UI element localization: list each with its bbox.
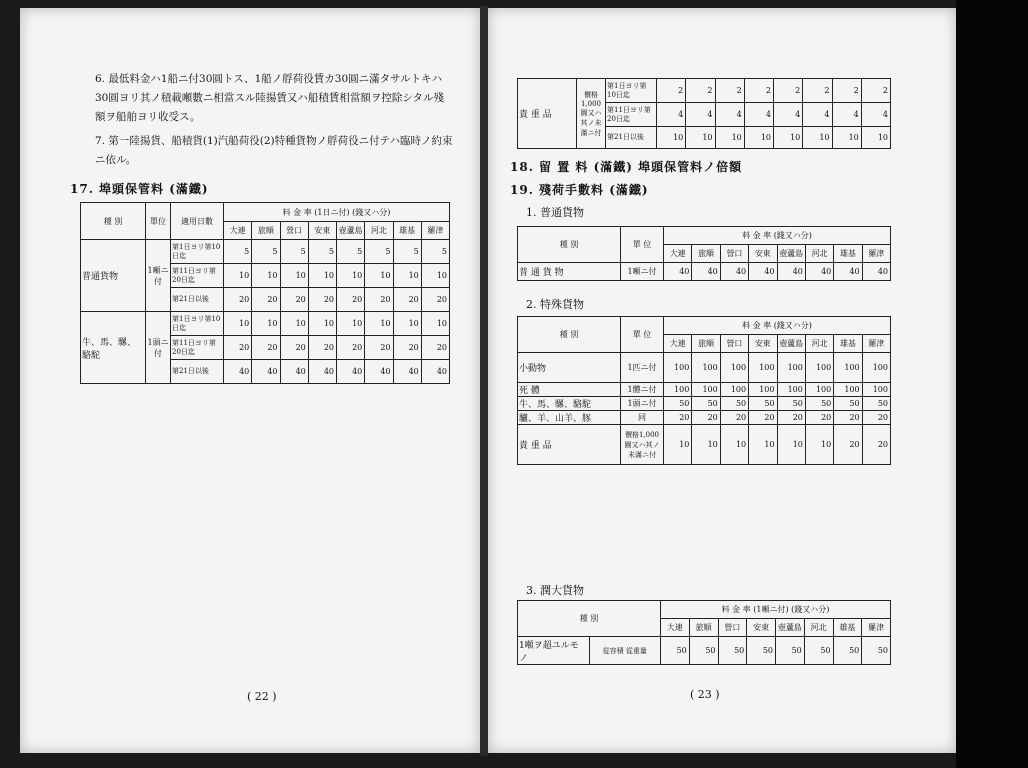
port-header: 壺蘆島 bbox=[337, 222, 365, 240]
rate-cell: 10 bbox=[777, 425, 805, 465]
rate-cell: 100 bbox=[692, 383, 720, 397]
rate-cell: 100 bbox=[692, 353, 720, 383]
port-header: 羅津 bbox=[862, 335, 890, 353]
rate-cell: 5 bbox=[308, 240, 336, 264]
rate-cell: 50 bbox=[776, 637, 805, 665]
note-line: 額ヲ船舶ヨリ收受ス。 bbox=[95, 111, 201, 123]
rate-cell: 20 bbox=[805, 411, 833, 425]
rate-cell: 40 bbox=[749, 263, 777, 281]
period-label: 第21日以後 bbox=[171, 288, 224, 312]
rate-cell: 10 bbox=[421, 312, 449, 336]
category-label: 貴 重 品 bbox=[518, 425, 621, 465]
rate-cell: 100 bbox=[834, 383, 862, 397]
header-rate: 料 金 率 (1噸ニ付) (錢又ハ分) bbox=[661, 601, 891, 619]
rate-cell: 50 bbox=[749, 397, 777, 411]
rate-cell: 50 bbox=[862, 397, 890, 411]
rate-cell: 50 bbox=[664, 397, 692, 411]
rate-cell: 10 bbox=[832, 127, 861, 149]
rate-cell: 100 bbox=[720, 383, 748, 397]
rate-cell: 10 bbox=[664, 425, 692, 465]
port-header: 壺蘆島 bbox=[777, 335, 805, 353]
header-kind: 種 別 bbox=[518, 601, 661, 637]
header-unit: 單位 bbox=[146, 203, 171, 240]
left-storage-fee-table bbox=[80, 202, 450, 384]
header-kind: 種 別 bbox=[518, 227, 621, 263]
port-header: 河北 bbox=[365, 222, 393, 240]
rate-cell: 20 bbox=[308, 288, 336, 312]
note-line: ニ依ル。 bbox=[95, 154, 137, 166]
category-label: 小動物 bbox=[518, 353, 621, 383]
unit-label: 1噸ニ付 bbox=[621, 263, 664, 281]
port-header: 大連 bbox=[664, 245, 692, 263]
rate-cell: 10 bbox=[749, 425, 777, 465]
ordinary-goods-fee-table bbox=[517, 226, 891, 281]
rate-cell: 20 bbox=[777, 411, 805, 425]
period-label: 第21日以後 bbox=[606, 127, 657, 149]
rate-cell: 50 bbox=[689, 637, 718, 665]
header-period: 適用日數 bbox=[171, 203, 224, 240]
rate-cell: 20 bbox=[252, 336, 280, 360]
rate-cell: 5 bbox=[337, 240, 365, 264]
basis-label: 從容積 從重量 bbox=[589, 637, 661, 665]
rate-cell: 20 bbox=[365, 336, 393, 360]
rate-cell: 2 bbox=[803, 79, 832, 103]
rate-cell: 4 bbox=[832, 103, 861, 127]
header-rate: 料 金 率 (錢又ハ分) bbox=[664, 317, 891, 335]
rate-cell: 20 bbox=[224, 336, 252, 360]
port-header: 羅津 bbox=[862, 245, 890, 263]
header-unit: 單 位 bbox=[621, 317, 664, 353]
rate-cell: 50 bbox=[804, 637, 833, 665]
rate-cell: 40 bbox=[834, 263, 862, 281]
rate-cell: 40 bbox=[280, 360, 308, 384]
rate-cell: 2 bbox=[832, 79, 861, 103]
port-header: 營口 bbox=[718, 619, 747, 637]
port-header: 旅順 bbox=[252, 222, 280, 240]
rate-cell: 20 bbox=[421, 288, 449, 312]
rate-cell: 40 bbox=[421, 360, 449, 384]
rate-cell: 10 bbox=[308, 312, 336, 336]
port-header: 旅順 bbox=[689, 619, 718, 637]
rate-cell: 40 bbox=[365, 360, 393, 384]
subsection-title: 1. 普通貨物 bbox=[526, 206, 584, 219]
period-label: 第11日ヨリ第20日迄 bbox=[171, 264, 224, 288]
period-label: 第21日以後 bbox=[171, 360, 224, 384]
section-title: 17. 埠頭保管料 (滿鐵) bbox=[70, 182, 209, 196]
port-header: 壺蘆島 bbox=[776, 619, 805, 637]
rate-cell: 10 bbox=[337, 264, 365, 288]
period-label: 第1日ヨリ第10日迄 bbox=[606, 79, 657, 103]
rate-cell: 50 bbox=[777, 397, 805, 411]
rate-cell: 40 bbox=[720, 263, 748, 281]
category-label: 貴 重 品 bbox=[518, 79, 577, 149]
rate-cell: 20 bbox=[749, 411, 777, 425]
special-goods-fee-table bbox=[517, 316, 891, 465]
port-header: 安東 bbox=[749, 335, 777, 353]
header-unit: 單 位 bbox=[621, 227, 664, 263]
section-title: 18. 留 置 料 (滿鐵) 埠頭保管料ノ倍額 bbox=[510, 160, 743, 174]
rate-cell: 2 bbox=[744, 79, 773, 103]
rate-cell: 20 bbox=[337, 288, 365, 312]
unit-label: 1噸ニ付 bbox=[146, 240, 171, 312]
port-header: 安東 bbox=[747, 619, 776, 637]
rate-cell: 10 bbox=[337, 312, 365, 336]
category-label: 死 體 bbox=[518, 383, 621, 397]
rate-cell: 40 bbox=[252, 360, 280, 384]
note-line: 30圓ヨリ其ノ積載噸數ニ相當スル陸揚賃又ハ船積賃相當額ヲ控除シタル殘 bbox=[95, 92, 444, 104]
rate-cell: 2 bbox=[686, 79, 715, 103]
rate-cell: 10 bbox=[365, 264, 393, 288]
rate-cell: 50 bbox=[720, 397, 748, 411]
rate-cell: 20 bbox=[862, 411, 890, 425]
period-label: 第1日ヨリ第10日迄 bbox=[171, 312, 224, 336]
category-label: 1噸ヲ超ユルモノ bbox=[518, 637, 590, 665]
rate-cell: 20 bbox=[834, 425, 862, 465]
rate-cell: 50 bbox=[862, 637, 891, 665]
rate-cell: 100 bbox=[777, 353, 805, 383]
rate-cell: 50 bbox=[834, 397, 862, 411]
rate-cell: 100 bbox=[805, 353, 833, 383]
rate-cell: 2 bbox=[774, 79, 803, 103]
rate-cell: 2 bbox=[657, 79, 686, 103]
rate-cell: 40 bbox=[777, 263, 805, 281]
rate-cell: 40 bbox=[393, 360, 421, 384]
rate-cell: 10 bbox=[393, 264, 421, 288]
bulky-goods-fee-table bbox=[517, 600, 891, 665]
rate-cell: 40 bbox=[862, 263, 890, 281]
category-label: 牛、馬、騾、駱駝 bbox=[81, 312, 146, 384]
category-label: 普通貨物 bbox=[81, 240, 146, 312]
port-header: 大連 bbox=[661, 619, 690, 637]
rate-cell: 40 bbox=[337, 360, 365, 384]
rate-cell: 10 bbox=[692, 425, 720, 465]
rate-cell: 20 bbox=[308, 336, 336, 360]
rate-cell: 5 bbox=[393, 240, 421, 264]
note-line: 7. 第一陸揚貨、船積貨(1)汽船荷役(2)特種貨物ノ艀荷役ニ付テハ臨時ノ約束 bbox=[95, 135, 453, 147]
rate-cell: 10 bbox=[774, 127, 803, 149]
period-label: 第1日ヨリ第10日迄 bbox=[171, 240, 224, 264]
rate-cell: 20 bbox=[834, 411, 862, 425]
port-header: 河北 bbox=[805, 245, 833, 263]
rate-cell: 5 bbox=[252, 240, 280, 264]
rate-cell: 10 bbox=[252, 312, 280, 336]
header-rate: 料 金 率 (錢又ハ分) bbox=[664, 227, 891, 245]
subsection-title: 3. 潤大貨物 bbox=[526, 584, 584, 597]
rate-cell: 4 bbox=[715, 103, 744, 127]
rate-cell: 10 bbox=[744, 127, 773, 149]
rate-cell: 40 bbox=[692, 263, 720, 281]
category-label: 普 通 貨 物 bbox=[518, 263, 621, 281]
rate-cell: 10 bbox=[657, 127, 686, 149]
rate-cell: 10 bbox=[308, 264, 336, 288]
category-label: 驢、羊、山羊、豚 bbox=[518, 411, 621, 425]
port-header: 旅順 bbox=[692, 245, 720, 263]
rate-cell: 100 bbox=[664, 353, 692, 383]
page-number: ( 23 ) bbox=[690, 688, 720, 701]
rate-cell: 20 bbox=[393, 336, 421, 360]
period-label: 第11日ヨリ第20日迄 bbox=[606, 103, 657, 127]
port-header: 營口 bbox=[720, 335, 748, 353]
rate-cell: 20 bbox=[393, 288, 421, 312]
port-header: 雄基 bbox=[393, 222, 421, 240]
rate-cell: 100 bbox=[749, 383, 777, 397]
rate-cell: 5 bbox=[365, 240, 393, 264]
unit-label: 價格1,000圓又ハ其ノ未滿ニ付 bbox=[621, 425, 664, 465]
dark-scan-edge bbox=[956, 0, 1028, 768]
unit-label: 1頭ニ付 bbox=[621, 397, 664, 411]
rate-cell: 20 bbox=[280, 288, 308, 312]
port-header: 雄基 bbox=[834, 245, 862, 263]
unit-label: 1頭ニ付 bbox=[146, 312, 171, 384]
rate-cell: 10 bbox=[715, 127, 744, 149]
port-header: 羅津 bbox=[862, 619, 891, 637]
unit-label: 價格1,000圓又ハ其ノ未滿ニ付 bbox=[577, 79, 606, 149]
port-header: 大連 bbox=[664, 335, 692, 353]
port-header: 雄基 bbox=[834, 335, 862, 353]
rate-cell: 20 bbox=[365, 288, 393, 312]
rate-cell: 4 bbox=[686, 103, 715, 127]
port-header: 河北 bbox=[805, 335, 833, 353]
rate-cell: 5 bbox=[421, 240, 449, 264]
rate-cell: 4 bbox=[774, 103, 803, 127]
rate-cell: 4 bbox=[861, 103, 890, 127]
book-gutter bbox=[480, 6, 488, 756]
rate-cell: 2 bbox=[861, 79, 890, 103]
note-line: 6. 最低料金ハ1船ニ付30圓トス、1船ノ艀荷役賃カ30圓ニ滿タサルトキハ bbox=[95, 73, 443, 85]
port-header: 大連 bbox=[224, 222, 252, 240]
rate-cell: 10 bbox=[280, 312, 308, 336]
rate-cell: 100 bbox=[777, 383, 805, 397]
rate-cell: 10 bbox=[805, 425, 833, 465]
rate-cell: 100 bbox=[862, 383, 890, 397]
port-header: 安東 bbox=[308, 222, 336, 240]
rate-cell: 10 bbox=[252, 264, 280, 288]
port-header: 羅津 bbox=[421, 222, 449, 240]
port-header: 營口 bbox=[280, 222, 308, 240]
unit-label: 1匹ニ付 bbox=[621, 353, 664, 383]
category-label: 牛、馬、騾、駱駝 bbox=[518, 397, 621, 411]
rate-cell: 40 bbox=[805, 263, 833, 281]
rate-cell: 10 bbox=[421, 264, 449, 288]
rate-cell: 10 bbox=[720, 425, 748, 465]
port-header: 河北 bbox=[804, 619, 833, 637]
rate-cell: 20 bbox=[664, 411, 692, 425]
rate-cell: 20 bbox=[337, 336, 365, 360]
rate-cell: 2 bbox=[715, 79, 744, 103]
unit-label: 1體ニ付 bbox=[621, 383, 664, 397]
rate-cell: 50 bbox=[833, 637, 862, 665]
rate-cell: 4 bbox=[657, 103, 686, 127]
rate-cell: 20 bbox=[280, 336, 308, 360]
port-header: 旅順 bbox=[692, 335, 720, 353]
rate-cell: 5 bbox=[280, 240, 308, 264]
rate-cell: 50 bbox=[661, 637, 690, 665]
rate-cell: 50 bbox=[692, 397, 720, 411]
rate-cell: 10 bbox=[224, 264, 252, 288]
rate-cell: 50 bbox=[747, 637, 776, 665]
rate-cell: 50 bbox=[805, 397, 833, 411]
page-number: ( 22 ) bbox=[247, 690, 277, 703]
header-kind: 種 別 bbox=[518, 317, 621, 353]
rate-cell: 50 bbox=[718, 637, 747, 665]
header-rate: 料 金 率 (1日ニ付) (錢又ハ分) bbox=[224, 203, 450, 222]
rate-cell: 40 bbox=[224, 360, 252, 384]
rate-cell: 40 bbox=[664, 263, 692, 281]
rate-cell: 10 bbox=[224, 312, 252, 336]
rate-cell: 4 bbox=[744, 103, 773, 127]
rate-cell: 100 bbox=[664, 383, 692, 397]
section-title: 19. 殘荷手數料 (滿鐵) bbox=[510, 183, 649, 197]
rate-cell: 10 bbox=[365, 312, 393, 336]
rate-cell: 5 bbox=[224, 240, 252, 264]
rate-cell: 20 bbox=[692, 411, 720, 425]
rate-cell: 10 bbox=[861, 127, 890, 149]
rate-cell: 100 bbox=[862, 353, 890, 383]
rate-cell: 20 bbox=[252, 288, 280, 312]
subsection-title: 2. 特殊貨物 bbox=[526, 298, 584, 311]
rate-cell: 20 bbox=[720, 411, 748, 425]
rate-cell: 10 bbox=[280, 264, 308, 288]
rate-cell: 100 bbox=[834, 353, 862, 383]
port-header: 營口 bbox=[720, 245, 748, 263]
rate-cell: 10 bbox=[686, 127, 715, 149]
rate-cell: 40 bbox=[308, 360, 336, 384]
rate-cell: 100 bbox=[805, 383, 833, 397]
rate-cell: 100 bbox=[720, 353, 748, 383]
rate-cell: 10 bbox=[803, 127, 832, 149]
rate-cell: 20 bbox=[224, 288, 252, 312]
period-label: 第11日ヨリ第20日迄 bbox=[171, 336, 224, 360]
port-header: 壺蘆島 bbox=[777, 245, 805, 263]
rate-cell: 4 bbox=[803, 103, 832, 127]
rate-cell: 20 bbox=[421, 336, 449, 360]
port-header: 雄基 bbox=[833, 619, 862, 637]
right-top-valuables-table bbox=[517, 78, 891, 149]
header-kind: 種 別 bbox=[81, 203, 146, 240]
rate-cell: 20 bbox=[862, 425, 890, 465]
unit-label: 同 bbox=[621, 411, 664, 425]
rate-cell: 100 bbox=[749, 353, 777, 383]
port-header: 安東 bbox=[749, 245, 777, 263]
rate-cell: 10 bbox=[393, 312, 421, 336]
